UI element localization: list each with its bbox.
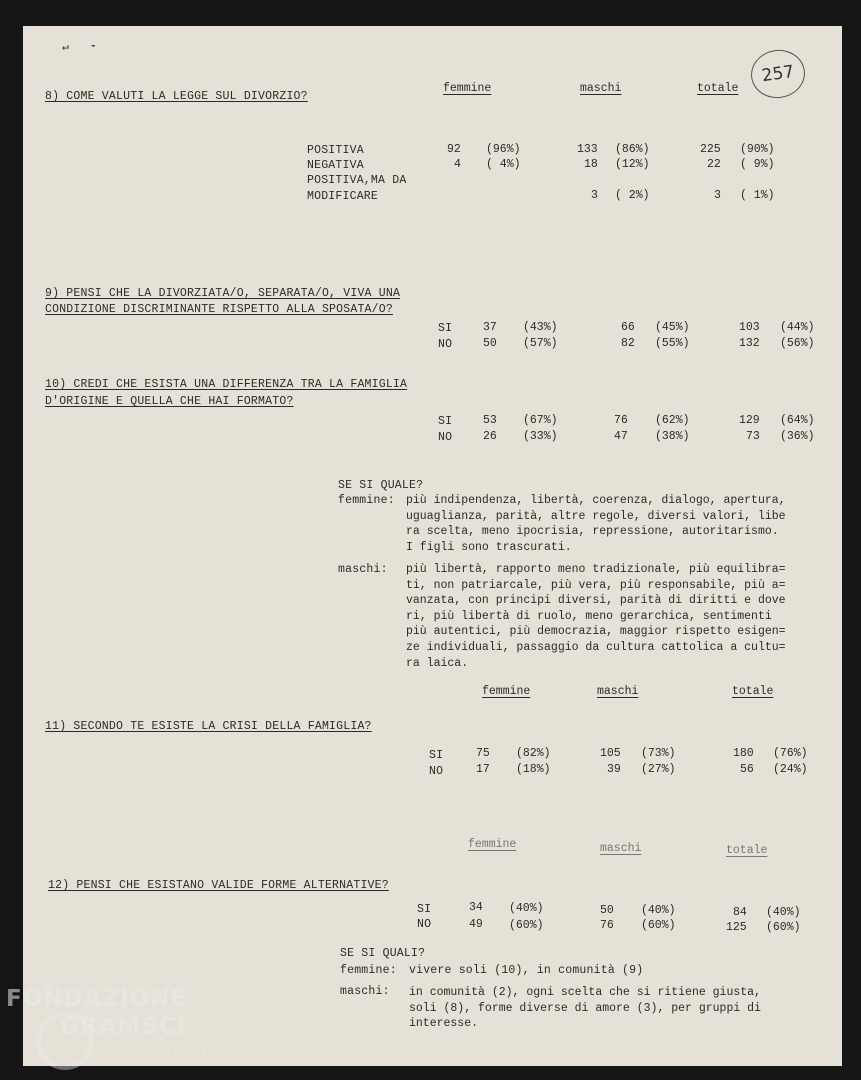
q12-row-fp: (40%) — [509, 902, 544, 915]
q8-row-mp: (12%) — [615, 158, 650, 171]
header-totale: totale — [732, 685, 774, 698]
q12-row-tp: (60%) — [766, 921, 801, 934]
question-11-title: 11) SECONDO TE ESISTE LA CRISI DELLA FAMIGLIA? — [45, 720, 372, 733]
q10-row-fp: (33%) — [523, 430, 558, 443]
q8-row-label: POSITIVA — [307, 144, 364, 157]
q10-se-si-label: SE SI QUALE? — [338, 479, 424, 492]
q8-row-tp: ( 9%) — [740, 158, 775, 171]
q12-row-f: 49 — [469, 918, 483, 931]
q12-femmine-label: femmine: — [340, 964, 397, 977]
header-femmine: femmine — [443, 82, 492, 95]
answer-line: soli (8), forme diverse di amore (3), per gruppi di — [409, 1001, 761, 1015]
q9-row-t: 132 — [739, 337, 760, 350]
q8-row-label: NEGATIVA — [307, 159, 364, 172]
q11-row-m: 39 — [607, 763, 621, 776]
question-9-title-line1: 9) PENSI CHE LA DIVORZIATA/O, SEPARATA/O, VIVA UNA — [45, 287, 401, 300]
q11-row-fp: (82%) — [516, 747, 551, 760]
answer-line: ze individuali, passaggio da cultura cattolica a cultu= — [406, 640, 786, 654]
q12-row-label: SI — [417, 903, 432, 916]
q9-row-mp: (55%) — [655, 337, 690, 350]
watermark-line3: onlus — [174, 1045, 209, 1058]
q12-se-si-label: SE SI QUALI? — [340, 947, 426, 960]
watermark-line1: FONDAZIONE — [6, 986, 188, 1012]
q12-row-t: 125 — [726, 921, 747, 934]
page-number-stamp: 257 — [748, 46, 808, 101]
question-8-title: 8) COME VALUTI LA LEGGE SUL DIVORZIO? — [45, 90, 308, 103]
header-totale: totale — [697, 82, 739, 95]
q9-row-mp: (45%) — [655, 321, 690, 334]
header-totale: totale — [726, 844, 768, 857]
q10-row-mp: (62%) — [655, 414, 690, 427]
q8-row-t: 3 — [714, 189, 721, 202]
q8-row-label: POSITIVA,MA DA — [307, 174, 407, 187]
q8-row-tp: ( 1%) — [740, 189, 775, 202]
q12-row-fp: (60%) — [509, 919, 544, 932]
q8-row-mp: ( 2%) — [615, 189, 650, 202]
header-femmine: femmine — [468, 838, 517, 851]
q11-row-label: NO — [429, 765, 444, 778]
question-12-title: 12) PENSI CHE ESISTANO VALIDE FORME ALTERNATIVE? — [48, 879, 389, 892]
answer-line: più libertà, rapporto meno tradizionale, più equilibra= — [406, 563, 786, 576]
q10-row-tp: (64%) — [780, 414, 815, 427]
header-maschi: maschi — [600, 842, 642, 855]
q12-row-mp: (40%) — [641, 904, 676, 917]
answer-line: ri, più libertà di ruolo, meno gerarchica, sentimenti — [406, 609, 772, 623]
q8-row-label: MODIFICARE — [307, 190, 379, 203]
q8-row-m: 3 — [591, 189, 598, 202]
q11-row-f: 75 — [476, 747, 490, 760]
answer-line: vanzata, con principi diversi, parità di diritti e dove — [406, 594, 786, 608]
q8-row-f: 4 — [454, 158, 461, 171]
q12-row-t: 84 — [733, 906, 747, 919]
q9-row-f: 50 — [483, 337, 497, 350]
header-maschi: maschi — [597, 685, 639, 698]
q10-row-fp: (67%) — [523, 414, 558, 427]
q9-row-label: SI — [438, 322, 453, 335]
q9-row-tp: (44%) — [780, 321, 815, 334]
q11-row-tp: (24%) — [773, 763, 808, 776]
q12-row-m: 76 — [600, 919, 614, 932]
q11-row-m: 105 — [600, 747, 621, 760]
q10-row-t: 73 — [746, 430, 760, 443]
q8-row-t: 225 — [700, 143, 721, 156]
q9-row-fp: (43%) — [523, 321, 558, 334]
q11-row-mp: (73%) — [641, 747, 676, 760]
q9-row-m: 82 — [621, 337, 635, 350]
q9-row-tp: (56%) — [780, 337, 815, 350]
q11-row-mp: (27%) — [641, 763, 676, 776]
watermark-logo-icon — [36, 1012, 94, 1070]
q10-row-f: 26 — [483, 430, 497, 443]
question-9-title-line2: CONDIZIONE DISCRIMINANTE RISPETTO ALLA SPOSATA/O? — [45, 303, 393, 316]
q12-maschi-answers — [409, 985, 839, 1032]
q8-row-tp: (90%) — [740, 143, 775, 156]
q12-row-f: 34 — [469, 901, 483, 914]
q8-row-fp: (96%) — [486, 143, 521, 156]
answer-line: più autentici, più democrazia, maggior rispetto esigen= — [406, 625, 786, 639]
question-10-title-line2: D'ORIGINE E QUELLA CHE HAI FORMATO? — [45, 395, 294, 408]
q10-femmine-label: femmine: — [338, 494, 395, 507]
q10-row-m: 76 — [614, 414, 628, 427]
answer-line: ra scelta, meno ipocrisia, repressione, autoritarismo. — [406, 525, 779, 539]
answer-line: I figli sono trascurati. — [406, 540, 572, 554]
q8-row-t: 22 — [707, 158, 721, 171]
header-maschi: maschi — [580, 82, 622, 95]
q10-row-t: 129 — [739, 414, 760, 427]
q10-row-label: NO — [438, 431, 453, 444]
q8-row-f: 92 — [447, 143, 461, 156]
q12-row-tp: (40%) — [766, 906, 801, 919]
q9-row-m: 66 — [621, 321, 635, 334]
q10-row-mp: (38%) — [655, 430, 690, 443]
answer-line: ti, non patriarcale, più vera, più responsabile, più a= — [406, 578, 786, 592]
q11-row-label: SI — [429, 749, 444, 762]
page-mark: ↵ ⁃ — [62, 41, 97, 54]
q11-row-t: 180 — [733, 747, 754, 760]
header-femmine: femmine — [482, 685, 531, 698]
q11-row-t: 56 — [740, 763, 754, 776]
q11-row-fp: (18%) — [516, 763, 551, 776]
answer-line: in comunità (2), ogni scelta che si ritiene giusta, — [409, 986, 761, 999]
q10-femmine-answers — [406, 493, 836, 555]
watermark-line2: GRAMSCI — [60, 1014, 187, 1040]
q12-row-mp: (60%) — [641, 919, 676, 932]
q9-row-t: 103 — [739, 321, 760, 334]
q10-row-m: 47 — [614, 430, 628, 443]
answer-line: interesse. — [409, 1017, 479, 1031]
q8-row-mp: (86%) — [615, 143, 650, 156]
q10-row-tp: (36%) — [780, 430, 815, 443]
q9-row-fp: (57%) — [523, 337, 558, 350]
q9-row-f: 37 — [483, 321, 497, 334]
q11-row-tp: (76%) — [773, 747, 808, 760]
q12-maschi-label: maschi: — [340, 985, 390, 998]
q10-row-label: SI — [438, 415, 453, 428]
q11-row-f: 17 — [476, 763, 490, 776]
q8-row-fp: ( 4%) — [486, 158, 521, 171]
answer-line: più indipendenza, libertà, coerenza, dialogo, apertura, — [406, 494, 786, 507]
answer-line: uguaglianza, parità, altre regole, diversi valori, libe — [406, 509, 786, 523]
q8-row-m: 18 — [584, 158, 598, 171]
q12-row-label: NO — [417, 918, 432, 931]
q9-row-label: NO — [438, 338, 453, 351]
q10-maschi-answers — [406, 562, 836, 671]
q10-row-f: 53 — [483, 414, 497, 427]
question-10-title-line1: 10) CREDI CHE ESISTA UNA DIFFERENZA TRA LA FAMIGLIA — [45, 378, 408, 391]
q12-row-m: 50 — [600, 904, 614, 917]
q12-femmine-answer: vivere soli (10), in comunità (9) — [409, 964, 644, 977]
q10-maschi-label: maschi: — [338, 563, 388, 576]
answer-line: ra laica. — [406, 656, 469, 670]
q8-row-m: 133 — [577, 143, 598, 156]
